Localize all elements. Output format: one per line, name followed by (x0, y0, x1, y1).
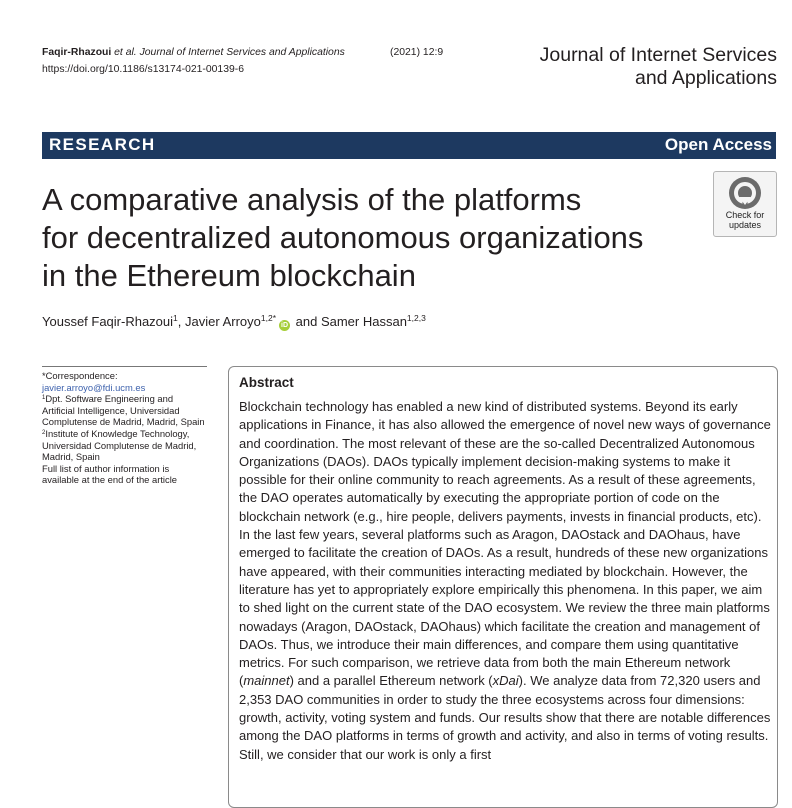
open-access-label: Open Access (664, 135, 772, 154)
check-for-updates-icon (728, 176, 762, 210)
citation-line (42, 44, 444, 61)
et-al: et al. (114, 47, 137, 58)
badge-label-2: updates (728, 220, 762, 230)
abstract-text (239, 398, 771, 764)
orcid-icon[interactable]: iD (281, 322, 289, 329)
affiliation-sup: 2 (42, 429, 46, 436)
journal-citation: Journal of Internet Services and Applications (136, 47, 345, 58)
affiliation-text: Institute of Knowledge Technology, Universidad Complutense de Madrid, Madrid, Spain (42, 427, 197, 463)
year-volume: (2021) 12:9 (390, 47, 444, 58)
correspondence-email[interactable]: javier.arroyo@fdi.ucm.es (42, 381, 146, 393)
author-affil-sup: 1,2,3 (406, 313, 426, 323)
abstract-text-part: ). We analyze data from 72,320 users and 2,353 DAO communities in order to study the three ecosystems across four dimensions: growth, activity, voting system and funds. Our results show that there are notable differences among the DAO platforms in terms of growth and activity, and also in terms of voting results. Still, we consider that our work is only a first (239, 673, 771, 762)
abstract-text-italic: mainnet (243, 673, 290, 689)
abstract-heading: Abstract (239, 375, 294, 390)
journal-name-line2: and Applications (634, 67, 777, 89)
doi-link[interactable]: https://doi.org/10.1186/s13174-021-00139-6 (42, 64, 244, 75)
citation-header (42, 44, 444, 78)
author-short: Faqir-Rhazoui (42, 47, 115, 58)
affiliation-text: Dpt. Software Engineering and Artificial Intelligence, Universidad Complutense de Madrid, Madrid, Spain (42, 393, 205, 428)
article-title (42, 181, 722, 295)
abstract-text-part: Blockchain technology has enabled a new kind of distributed systems. Beyond its early applications in Finance, it has also allowed the emergence of novel new ways of governance and coordination. The most relevant of these are the so-called Decentralized Autonomous Organizations (DAOs). DAOs typically implement decision-making systems to make it possible for their online community to reach agreements. As a result of these agreements, the DAO operates automatically by executing the appropriate portion of code on the blockchain network (e.g., hire people, delivers payments, invests in financial products, etc). In the last few years, several platforms such as Aragon, DAOstack and DAOhaus, have emerged to facilitate the creation of DAOs. As a result, hundreds of these new organizations have appeared, with their communities interacting mediated by blockchain. However, the literature has yet to appropriately explore empirically this phenomena. In this paper, we aim to shed light on the current state of the DAO ecosystem. We review the three main platforms nowadays (Aragon, DAOstack, DAOhaus) which facilitate the creation and management of DAOs. Thus, we introduce their main differences, and compare them using quantitative metrics. For such comparison, we retrieve data from both the main Ethereum network ( (239, 399, 771, 689)
title-line: in the Ethereum blockchain (42, 258, 416, 293)
author-name[interactable]: Javier Arroyo (185, 314, 261, 329)
title-line: for decentralized autonomous organizations (42, 220, 644, 255)
badge-label-1: Check for (725, 210, 765, 220)
author-affil-sup: 1 (173, 313, 178, 323)
author-affil-sup: 1,2* (260, 313, 277, 323)
check-for-updates-badge[interactable] (713, 171, 777, 237)
author-separator: , (177, 314, 186, 329)
article-type: RESEARCH (49, 135, 156, 154)
journal-name-line1: Journal of Internet Services (539, 44, 777, 66)
article-type-banner (42, 132, 776, 159)
author-name[interactable]: Youssef Faqir-Rhazoui (42, 314, 174, 329)
abstract-text-italic: xDai (492, 673, 519, 689)
affiliation-item (42, 393, 207, 428)
title-line: A comparative analysis of the platforms (42, 182, 582, 217)
journal-name (540, 44, 777, 90)
correspondence-label: *Correspondence: (42, 370, 118, 381)
author-list (42, 313, 426, 331)
correspondence-block (42, 366, 207, 486)
abstract-text-part: ) and a parallel Ethereum network ( (289, 673, 493, 689)
affiliation-sup: 1 (42, 395, 46, 402)
author-name[interactable]: and Samer Hassan (295, 314, 407, 329)
abstract-box (228, 366, 778, 808)
affiliation-item (42, 428, 207, 463)
full-author-info-note: Full list of author information is available at the end of the article (42, 462, 177, 486)
